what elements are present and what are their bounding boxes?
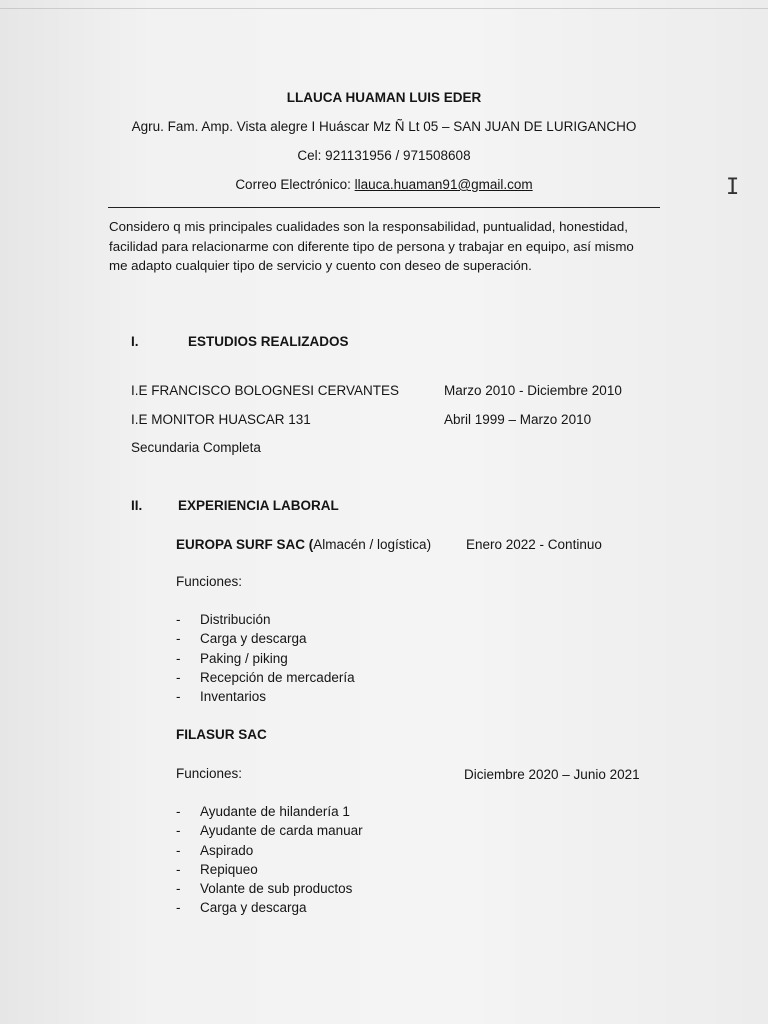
job-period: Diciembre 2020 – Junio 2021 <box>464 767 640 782</box>
phone-line: Cel: 921131956 / 971508608 <box>297 148 471 163</box>
dash-bullet: - <box>176 669 181 685</box>
list-item: - Aspirado <box>176 841 363 860</box>
dash-bullet: - <box>176 612 181 627</box>
list-item: - Ayudante de carda manuar <box>176 821 363 840</box>
dash-bullet: - <box>176 900 181 916</box>
list-item: - Volante de sub productos <box>176 879 363 898</box>
list-item: - Inventarios <box>176 687 355 706</box>
dash-bullet: - <box>176 881 181 897</box>
list-item: - Carga y descarga <box>176 898 363 917</box>
education-numeral: I. <box>131 334 139 349</box>
list-item: - Paking / piking <box>176 649 355 668</box>
job-functions-list <box>176 610 355 706</box>
job-company: EUROPA SURF SAC ( <box>176 537 314 552</box>
profile-summary: Considero q mis principales cualidades son la responsabilidad, puntualidad, honestidad, facilidad para relacionarme con diferente tipo de persona y trabajar en equipo, así mismo me adapto cualquier tipo de servicio y cuento con deseo de superación. <box>109 219 634 273</box>
email-line <box>0 177 768 192</box>
list-item: - Distribución <box>176 610 355 629</box>
dash-bullet: - <box>176 842 181 858</box>
job-title <box>176 537 431 552</box>
dash-bullet: - <box>176 861 181 877</box>
address-line: Agru. Fam. Amp. Vista alegre I Huáscar Mz Ñ Lt 05 – SAN JUAN DE LURIGANCHO <box>131 119 637 134</box>
email-link[interactable]: llauca.huaman91@gmail.com <box>354 177 533 192</box>
job-role: Almacén / logística) <box>313 537 432 552</box>
education-level: Secundaria Completa <box>131 440 261 455</box>
list-item: - Carga y descarga <box>176 629 355 648</box>
dash-bullet: - <box>176 631 181 647</box>
dash-bullet: - <box>176 823 181 839</box>
job-period: Enero 2022 - Continuo <box>466 537 602 552</box>
email-label: Correo Electrónico: <box>235 177 355 192</box>
school-name: I.E FRANCISCO BOLOGNESI CERVANTES <box>131 383 400 398</box>
dash-bullet: - <box>176 804 181 819</box>
school-period: Abril 1999 – Marzo 2010 <box>444 412 592 427</box>
candidate-name: LLAUCA HUAMAN LUIS EDER <box>286 90 482 105</box>
list-item: - Repiqueo <box>176 860 363 879</box>
functions-label: Funciones: <box>176 766 243 781</box>
functions-label: Funciones: <box>176 574 243 589</box>
education-heading: ESTUDIOS REALIZADOS <box>188 334 349 349</box>
job-company: FILASUR SAC <box>176 727 267 742</box>
text-cursor-icon: I <box>726 175 740 200</box>
list-item: - Ayudante de hilandería 1 <box>176 802 363 821</box>
header-divider <box>108 207 660 208</box>
school-period: Marzo 2010 - Diciembre 2010 <box>444 383 622 398</box>
school-name: I.E MONITOR HUASCAR 131 <box>131 412 311 427</box>
job-functions-list <box>176 802 363 918</box>
dash-bullet: - <box>176 650 181 666</box>
dash-bullet: - <box>176 689 181 705</box>
list-item: - Recepción de mercadería <box>176 668 355 687</box>
experience-heading: EXPERIENCIA LABORAL <box>178 498 339 513</box>
experience-numeral: II. <box>131 498 143 513</box>
